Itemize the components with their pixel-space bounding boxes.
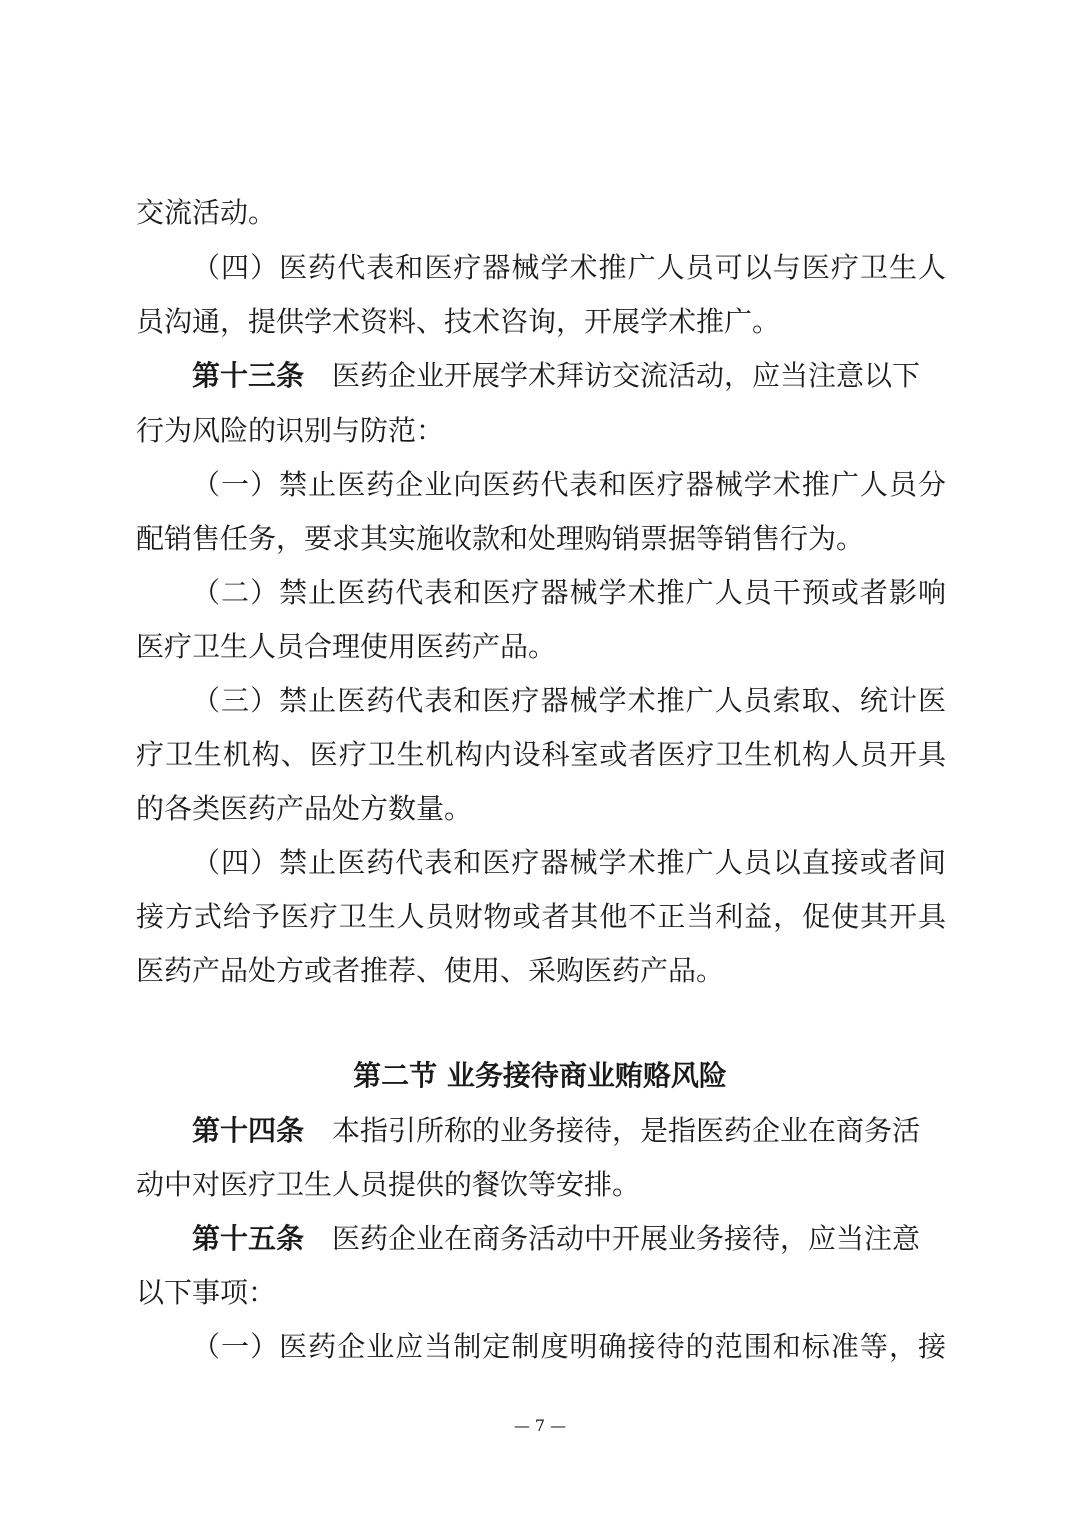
paragraph-line: （三）禁止医药代表和医疗器械学术推广人员索取、统计医 [192,684,946,717]
paragraph-line: （四）医药代表和医疗器械学术推广人员可以与医疗卫生人 [192,251,946,284]
paragraph-line: 医疗卫生人员合理使用医药产品。 [136,630,557,663]
article-13-label: 第十三条 [192,359,305,392]
paragraph-line: 的各类医药产品处方数量。 [136,792,473,825]
article-15-line [192,1219,946,1259]
paragraph-line: 配销售任务，要求其实施收款和处理购销票据等销售行为。 [136,522,865,555]
article-14-line [192,1111,946,1151]
paragraph-line: 疗卫生机构、医疗卫生机构内设科室或者医疗卫生机构人员开具 [136,738,946,771]
paragraph-line: 接方式给予医疗卫生人员财物或者其他不正当利益，促使其开具 [136,900,946,933]
paragraph-line: 动中对医疗卫生人员提供的餐饮等安排。 [136,1168,641,1201]
article-15-label: 第十五条 [192,1222,305,1255]
paragraph-line: 以下事项： [136,1276,277,1309]
paragraph-line: （一）禁止医药企业向医药代表和医疗器械学术推广人员分 [192,468,946,501]
paragraph-line: 医药产品处方或者推荐、使用、采购医药产品。 [136,954,725,987]
paragraph-line: 员沟通，提供学术资料、技术咨询，开展学术推广。 [136,305,781,338]
article-14-label: 第十四条 [192,1114,305,1147]
paragraph-line: （四）禁止医药代表和医疗器械学术推广人员以直接或者间 [192,846,946,879]
article-13-text: 医药企业开展学术拜访交流活动，应当注意以下 [332,359,921,392]
paragraph-line: （二）禁止医药代表和医疗器械学术推广人员干预或者影响 [192,576,946,609]
paragraph-line: 交流活动。 [136,196,277,229]
article-15-text: 医药企业在商务活动中开展业务接待，应当注意 [332,1222,921,1255]
page-number: — 7 — [513,1416,567,1435]
section-heading: 第二节 业务接待商业贿赂风险 [353,1059,727,1092]
article-14-text: 本指引所称的业务接待，是指医药企业在商务活 [332,1114,921,1147]
paragraph-line: （一）医药企业应当制定制度明确接待的范围和标准等，接 [192,1330,946,1363]
paragraph-line: 行为风险的识别与防范： [136,414,445,447]
article-13-line [192,356,946,396]
